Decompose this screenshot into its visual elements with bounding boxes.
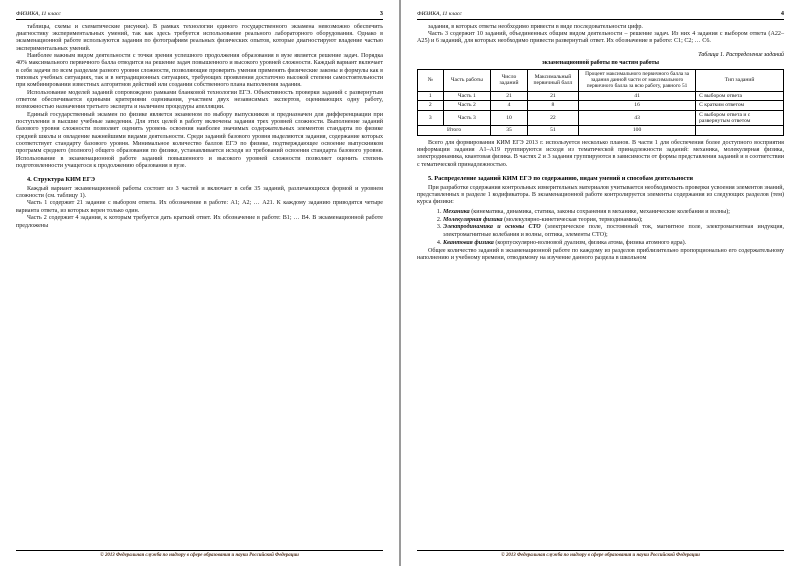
- topic-detail: (молекулярно-кинетическая теория, термодинамика);: [504, 216, 643, 223]
- paragraph: Часть 2 содержит 4 задания, к которым требуется дать краткий ответ. Их обозначение в работе: В1; … В4. В экзаменационной работе предложены: [16, 215, 383, 229]
- table-cell: С кратким ответом: [696, 101, 784, 110]
- table-cell: Итого: [418, 126, 491, 135]
- table-cell: 4: [491, 101, 528, 110]
- table-cell: 21: [527, 91, 578, 100]
- paragraph: Общее количество заданий в экзаменационной работе по каждому из разделов приблизительно пропорционально его содержательному наполнению и учебному времени, отводимому на изучение данного раздела в школьном: [417, 247, 784, 261]
- table-cell: 21: [491, 91, 528, 100]
- table-cell: Часть 3: [443, 110, 491, 126]
- page-right: [401, 0, 800, 566]
- table-cell: С выбором ответа: [696, 91, 784, 100]
- table-cell: 41: [579, 91, 696, 100]
- page-footer-left: © 2013 Федеральная служба по надзору в сфере образования и науки Российской Федерации: [16, 550, 383, 558]
- table-header-row: [418, 69, 784, 91]
- page-footer-right: © 2013 Федеральная служба по надзору в сфере образования и науки Российской Федерации: [417, 550, 784, 558]
- topic-name: Электродинамика и основы СТО: [443, 224, 541, 231]
- table-cell: 2: [418, 101, 444, 110]
- table-cell: 22: [527, 110, 578, 126]
- paragraph: Каждый вариант экзаменационной работы состоит из 3 частей и включает в себя 35 заданий, различающихся формой и уровнем сложности (см. таблицу 1).: [16, 185, 383, 200]
- paragraph: Использование моделей заданий сопровождено рамками бланковой технологии ЕГЭ. Объективность проверки заданий с развернутым ответом обеспечивается едиными критериями оценивания, участием двух независимых экспертов, оценивающих одну работу, возможностью назначения третьего эксперта и наличием процедуры апелляции.: [16, 89, 383, 111]
- distribution-table: [417, 69, 784, 136]
- table-caption: Таблица 1. Распределение заданий: [698, 51, 784, 58]
- paragraph: Всего для формирования КИМ ЕГЭ 2013 г. используется несколько планов. В части 1 для обеспечения более доступного восприятия информации задания А1–А19 группируются исходя из тематической принадлежности заданий: механика, молекулярная физика, электродинамика, квантовая физика. В частях 2 и 3 задания группируются в зависимости от формы представления заданий и в соответствии с тематической принадлежностью.: [417, 139, 784, 168]
- running-head-title: ФИЗИКА, 11 класс: [417, 11, 462, 17]
- page-number-left: 3: [379, 10, 383, 17]
- table-cell: 10: [491, 110, 528, 126]
- table-cell: 43: [579, 110, 696, 126]
- paragraph: При разработке содержания контрольных измерительных материалов учитывается необходимость проверки усвоения элементов знаний, представленных в разделе 1 кодификатора. В экзаменационной работе контролируется элементы содержания из следующих разделов (тем) курса физики:: [417, 184, 784, 206]
- list-item: [443, 209, 784, 216]
- paragraph: Наиболее важным видом деятельности с точки зрения успешного продолжения образования в вузе является решение задач. Порядка 40% максимального первичного балла отводится на решение задач повышенного и высокого уровней сложности. Каждый вариант включает в себя задачи по всем разделам разного уровня сложности, позволяющие проверить умения применять физические законы и формулы как в типовых учебных ситуациях, так и в нетрадиционных ситуациях, требующих проявления достаточно высокой степени самостоятельности при комбинировании известных алгоритмов действий или создании собственного плана выполнения задания.: [16, 52, 383, 89]
- table-header-cell: Число заданий: [491, 69, 528, 91]
- page-left: [0, 0, 399, 566]
- page-number-right: 4: [780, 10, 784, 17]
- paragraph: задания, в которых ответы необходимо привести в виде последовательности цифр.: [428, 23, 643, 30]
- topic-detail: (электрическое поле, постоянный ток, магнитное поле, электромагнитная индукция, электромагнитные колебания и волны, оптика, элементы СТО);: [443, 224, 785, 238]
- table-cell: 51: [527, 126, 578, 135]
- table-header-cell: Процент максимального первичного балла за задания данной части от максимального первичного балла за всю работу, равного 51: [579, 69, 696, 91]
- table-cell: 3: [418, 110, 444, 126]
- table-cell: [696, 126, 784, 135]
- table-cell: 1: [418, 91, 444, 100]
- table-row: [418, 101, 784, 110]
- table-header-cell: №: [418, 69, 444, 91]
- table-cell: 16: [579, 101, 696, 110]
- list-item: [443, 224, 784, 239]
- table-header-cell: Максимальный первичный балл: [527, 69, 578, 91]
- paragraph: Часть 3 содержит 10 заданий, объединенных общим видом деятельности – решение задач. Из них 4 задания с выбором ответа (А22–А25) и 6 заданий, для которых необходимо привести развернутый ответ. Их обозначение в работе: С1; С2; … С6.: [417, 30, 784, 45]
- list-item: [443, 240, 784, 247]
- topic-name: Квантовая физика: [443, 239, 494, 246]
- table-row: [418, 91, 784, 100]
- section-heading-structure: 4. Структура КИМ ЕГЭ: [27, 176, 95, 184]
- paragraph: Единый государственный экзамен по физике является экзаменом по выбору выпускников и предназначен для дифференциации при поступлении в высшие учебные заведения. Для этих целей в работу включены задания трех уровней сложности. Выполнение заданий базового уровня сложности позволяет оценить уровень освоения наиболее значимых содержательных элементов стандарта по физике средней школы и овладение важнейшими видами деятельности. Среди заданий базового уровня выделяются задания, содержание которых соответствует стандарту базового уровня. Минимальное количество баллов ЕГЭ по физике, подтверждающее освоение выпускником программ среднего (полного) общего образования по физике, устанавливается исходя из требований освоения стандарта базового уровня. Использование в экзаменационной работе заданий повышенного и высокого уровней сложности позволяет оценить степень подготовленности учащегося к продолжению образования в вузе.: [16, 111, 383, 170]
- table-total-row: [418, 126, 784, 135]
- table-row: [418, 110, 784, 126]
- table-header-cell: Часть работы: [443, 69, 491, 91]
- table-cell: Часть 2: [443, 101, 491, 110]
- table-cell: 8: [527, 101, 578, 110]
- table-title: экзаменационной работы по частям работы: [541, 59, 660, 66]
- list-item: [443, 217, 784, 224]
- table-cell: 100: [579, 126, 696, 135]
- section-heading-distribution: 5. Распределение заданий КИМ ЕГЭ по содержанию, видам умений и способам деятельности: [428, 175, 694, 183]
- table-cell: 35: [491, 126, 528, 135]
- table-cell: С выбором ответа и с развернутым ответом: [696, 110, 784, 126]
- running-head-right: [417, 10, 784, 20]
- topic-detail: (кинематика, динамика, статика, законы сохранения в механике, механические колебания и волны);: [471, 208, 730, 215]
- topic-name: Молекулярная физика: [443, 216, 503, 223]
- table-cell: Часть 1: [443, 91, 491, 100]
- table-header-cell: Тип заданий: [696, 69, 784, 91]
- running-head-left: [16, 10, 383, 20]
- topics-list: [417, 209, 784, 248]
- paragraph: таблицы, схемы и схематические рисунки). В рамках технологии единого государственного экзамена невозможно обеспечить диагностику экспериментальных умений, так как здесь требуется использование реального лабораторного оборудования. Однако в экзаменационной работе используются задания по фотографиям реальных физических опытов, которые диагностируют владение частью экспериментальных умений.: [16, 23, 383, 52]
- running-head-title: ФИЗИКА, 11 класс: [16, 11, 61, 17]
- topic-name: Механика: [443, 208, 470, 215]
- paragraph: Часть 1 содержит 21 задание с выбором ответа. Их обозначение в работе: А1; А2; … А21. К каждому заданию приводятся четыре варианта ответа, из которых верен только один.: [16, 200, 383, 214]
- topic-detail: (корпускулярно-волновой дуализм, физика атома, физика атомного ядра).: [495, 239, 687, 246]
